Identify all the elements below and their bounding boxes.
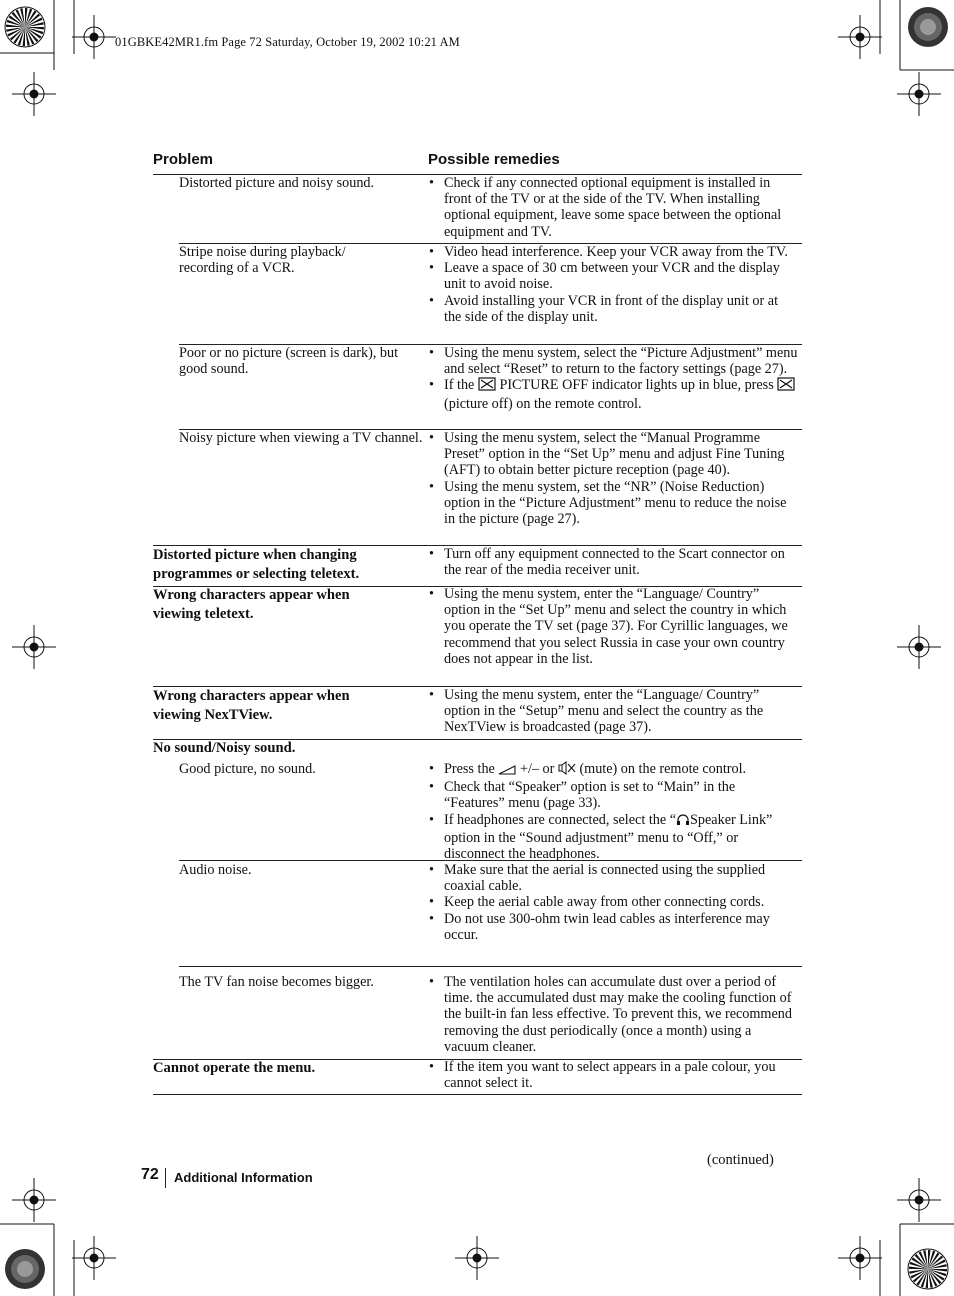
registration-crosshair-icon — [897, 1178, 941, 1222]
list-item: • Using the menu system, enter the “Language/ Country” option in the “Setup” menu and select the country as the NexTView is broadcasted (page 37). — [429, 687, 764, 736]
list-item: • Using the menu system, enter the “Language/ Country” option in the “Set Up” menu and select the country in which you operate the TV set (page 37). For Cyrillic languages, we recommend that you select Russia in case your own country does not appear in the list. — [429, 586, 788, 667]
list-item: • If the item you want to select appears in a pale colour, you cannot select it. — [429, 1059, 776, 1092]
list-item: • The ventilation holes can accumulate dust over a period of time. the accumulated dust may make the cooling function of the built-in fan less effective. To prevent this, we recommend removing the dust periodically (once a month) using a vacuum cleaner. — [429, 974, 792, 1055]
list-item: • Using the menu system, select the “Picture Adjustment” menu and select “Reset” to return to the factory settings (page 27). — [429, 345, 798, 378]
list-item: • Make sure that the aerial is connected using the supplied coaxial cable. — [429, 862, 766, 895]
registration-crosshair-icon — [897, 72, 941, 116]
print-file-header: 01GBKE42MR1.fm Page 72 Saturday, October 19, 2002 10:21 AM — [115, 35, 460, 49]
registration-crosshair-icon — [455, 1236, 499, 1280]
registration-crosshair-icon — [897, 625, 941, 669]
table-row-problem: Noisy picture when viewing a TV channel. — [179, 430, 423, 446]
list-item: • Press the +/– or (mute) on the remote control. — [428, 761, 798, 779]
registration-crosshair-icon — [72, 15, 116, 59]
table-row-problem: Cannot operate the menu. — [153, 1060, 316, 1076]
list-item: • Leave a space of 30 cm between your VCR and the display unit to avoid noise. — [429, 260, 780, 293]
table-row-problem: Distorted picture and noisy sound. — [179, 175, 375, 191]
color-target-icon — [4, 6, 46, 48]
remedies-column-header: Possible remedies — [428, 151, 560, 168]
list-item: • If the PICTURE OFF indicator lights up in blue, press (picture off) on the remote control. — [428, 377, 798, 411]
list-item: • Turn off any equipment connected to the Scart connector on the rear of the media receiver unit. — [429, 546, 785, 579]
registration-crosshair-icon — [838, 1236, 882, 1280]
table-row-problem: Good picture, no sound. — [179, 761, 316, 777]
registration-crosshair-icon — [838, 15, 882, 59]
list-item: • If headphones are connected, select the “ Speaker Link” option in the “Sound adjustment” menu to “Off,” or disconnect the headphones. — [429, 811, 773, 863]
list-item: • Check if any connected optional equipment is installed in front of the TV or at the side of the TV. When installing optional equipment, leave some space between the optional equipment and TV. — [429, 175, 782, 240]
list-item: • Check that “Speaker” option is set to “Main” in the “Features” menu (page 33). — [429, 779, 736, 812]
color-target-icon — [4, 1248, 46, 1290]
registration-crosshair-icon — [12, 625, 56, 669]
color-target-icon — [907, 6, 949, 48]
list-item: • Video head interference. Keep your VCR away from the TV. — [429, 244, 788, 260]
table-row-problem: The TV fan noise becomes bigger. — [179, 974, 374, 990]
table-row-problem: Audio noise. — [179, 862, 252, 878]
table-row-problem: Stripe noise during playback/ recording of a VCR. — [179, 244, 346, 277]
table-row-problem: No sound/Noisy sound. — [153, 740, 296, 756]
registration-crosshair-icon — [12, 1178, 56, 1222]
table-row-problem: Distorted picture when changing programmes or selecting teletext. — [153, 547, 360, 582]
list-item: • Avoid installing your VCR in front of the display unit or at the side of the display unit. — [429, 292, 779, 325]
list-item: • Using the menu system, select the “Manual Programme Preset” option in the “Set Up” menu and adjust Fine Tuning (AFT) to obtain better picture reception (page 40). — [429, 430, 785, 479]
color-target-icon — [907, 1248, 949, 1290]
list-item: • Do not use 300-ohm twin lead cables as interference may occur. — [429, 910, 770, 943]
table-row-problem: Wrong characters appear when viewing NexTView. — [153, 688, 350, 723]
list-item: • Keep the aerial cable away from other connecting cords. — [429, 894, 765, 911]
continued-note: (continued) — [707, 1152, 774, 1168]
table-row-problem: Poor or no picture (screen is dark), but good sound. — [179, 345, 399, 378]
footer-section-title: Additional Information — [174, 1170, 313, 1185]
page-number: 72 — [141, 1166, 159, 1183]
registration-crosshair-icon — [12, 72, 56, 116]
table-row-problem: Wrong characters appear when viewing teletext. — [153, 587, 350, 622]
registration-crosshair-icon — [72, 1236, 116, 1280]
problem-column-header: Problem — [153, 151, 214, 168]
list-item: • Using the menu system, set the “NR” (Noise Reduction) option in the “Picture Adjustment” menu to reduce the noise in the picture (page 27). — [429, 478, 787, 528]
